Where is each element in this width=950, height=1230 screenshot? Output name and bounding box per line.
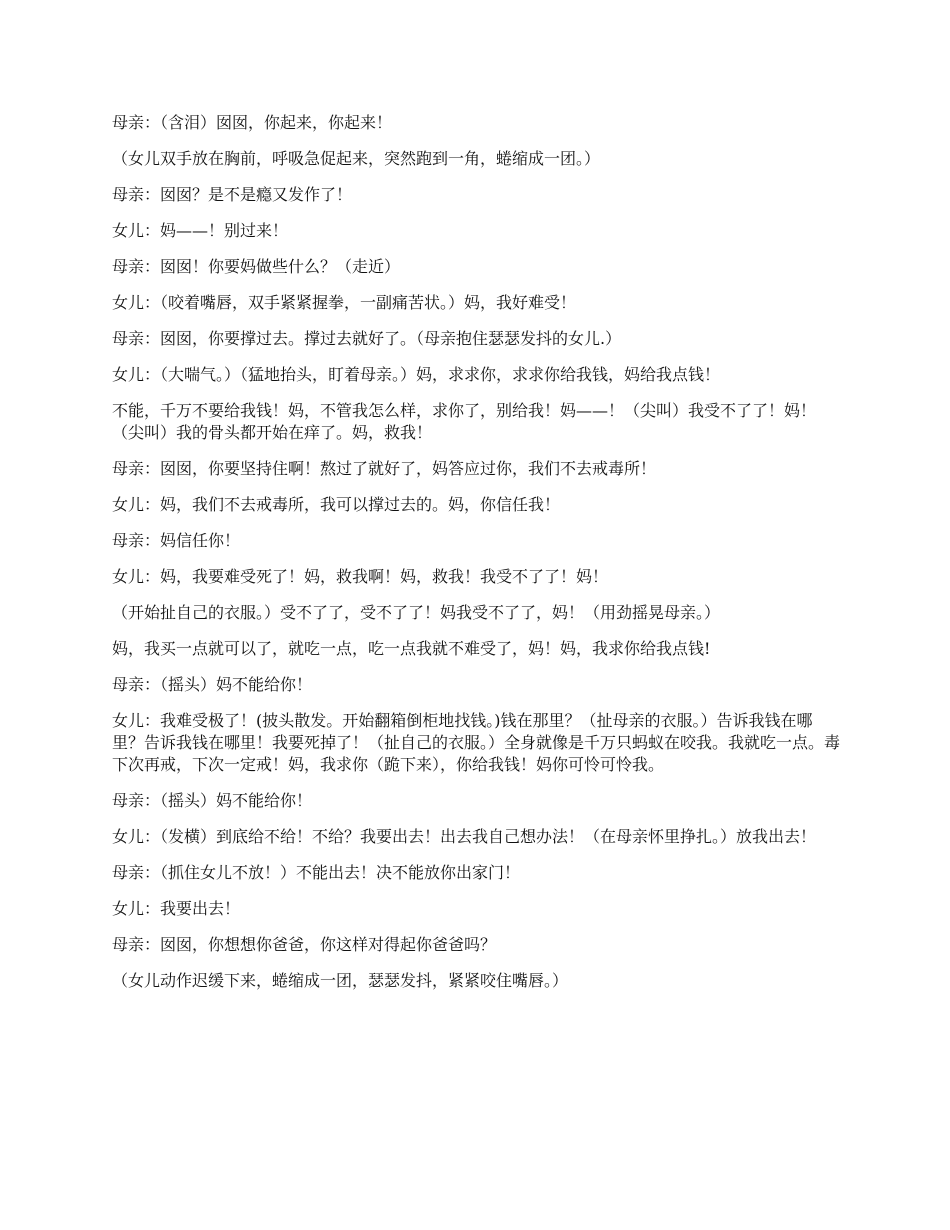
- script-line: 母亲：囡囡！你要妈做些什么？（走近）: [112, 257, 401, 276]
- script-line: 女儿：妈，我们不去戒毒所，我可以撑过去的。妈，你信任我！: [112, 495, 561, 514]
- script-line: 母亲：妈信任你！: [112, 531, 241, 550]
- script-line: 母亲：（抓住女儿不放！）不能出去！决不能放你出家门！: [112, 863, 521, 882]
- script-line: 女儿：（发横）到底给不给！不给？我要出去！出去我自己想办法！（在母亲怀里挣扎。）放我出去！: [112, 827, 817, 846]
- script-line: 女儿：妈，我要难受死了！妈，救我啊！妈，救我！我受不了了！妈！: [112, 567, 609, 586]
- script-line: 女儿：（咬着嘴唇，双手紧紧握拳，一副痛苦状。）妈，我好难受！: [112, 293, 577, 312]
- script-line: 女儿：我难受极了！(披头散发。开始翻箱倒柜地找钱。)钱在那里？（扯母亲的衣服。）告诉我钱在哪里？告诉我钱在哪里！我要死掉了！（扯自己的衣服。）全身就像是千万只蚂蚁在咬我。我就吃一点。毒下次再戒，下次一定戒！妈，我求你（跪下来），你给我钱！妈你可怜可怜我。: [112, 711, 841, 774]
- script-line: 妈，我买一点就可以了，就吃一点，吃一点我就不难受了，妈！妈，我求你给我点钱!: [112, 639, 711, 658]
- script-line: 母亲：（含泪）囡囡，你起来，你起来！: [112, 113, 393, 132]
- script-line: 母亲：囡囡？是不是瘾又发作了！: [112, 185, 353, 204]
- stage-direction: （女儿双手放在胸前，呼吸急促起来，突然跑到一角，蜷缩成一团。）: [112, 149, 601, 168]
- stage-direction: （女儿动作迟缓下来，蜷缩成一团，瑟瑟发抖，紧紧咬住嘴唇。）: [112, 971, 569, 990]
- script-line: 不能，千万不要给我钱！妈，不管我怎么样，求你了，别给我！妈——！（尖叫）我受不了了！妈！（尖叫）我的骨头都开始在痒了。妈，救我！: [112, 401, 817, 442]
- script-line: 女儿：妈——！别过来！: [112, 221, 289, 240]
- script-line: 母亲：囡囡，你想想你爸爸，你这样对得起你爸爸吗？: [112, 935, 497, 954]
- script-line: 母亲：（摇头）妈不能给你！: [112, 791, 313, 810]
- script-line: 母亲：囡囡，你要坚持住啊！熬过了就好了，妈答应过你，我们不去戒毒所！: [112, 459, 657, 478]
- script-text-body: [112, 112, 842, 1006]
- script-line: 女儿：我要出去！: [112, 899, 241, 918]
- script-line: 母亲：囡囡，你要撑过去。撑过去就好了。（母亲抱住瑟瑟发抖的女儿.）: [112, 329, 622, 348]
- script-line: 母亲：（摇头）妈不能给你！: [112, 675, 313, 694]
- script-line: 女儿：（大喘气。）（猛地抬头，盯着母亲。）妈，求求你，求求你给我钱，妈给我点钱！: [112, 365, 721, 384]
- stage-direction: （开始扯自己的衣服。）受不了了，受不了了！妈我受不了了，妈！（用劲摇晃母亲。）: [112, 603, 721, 622]
